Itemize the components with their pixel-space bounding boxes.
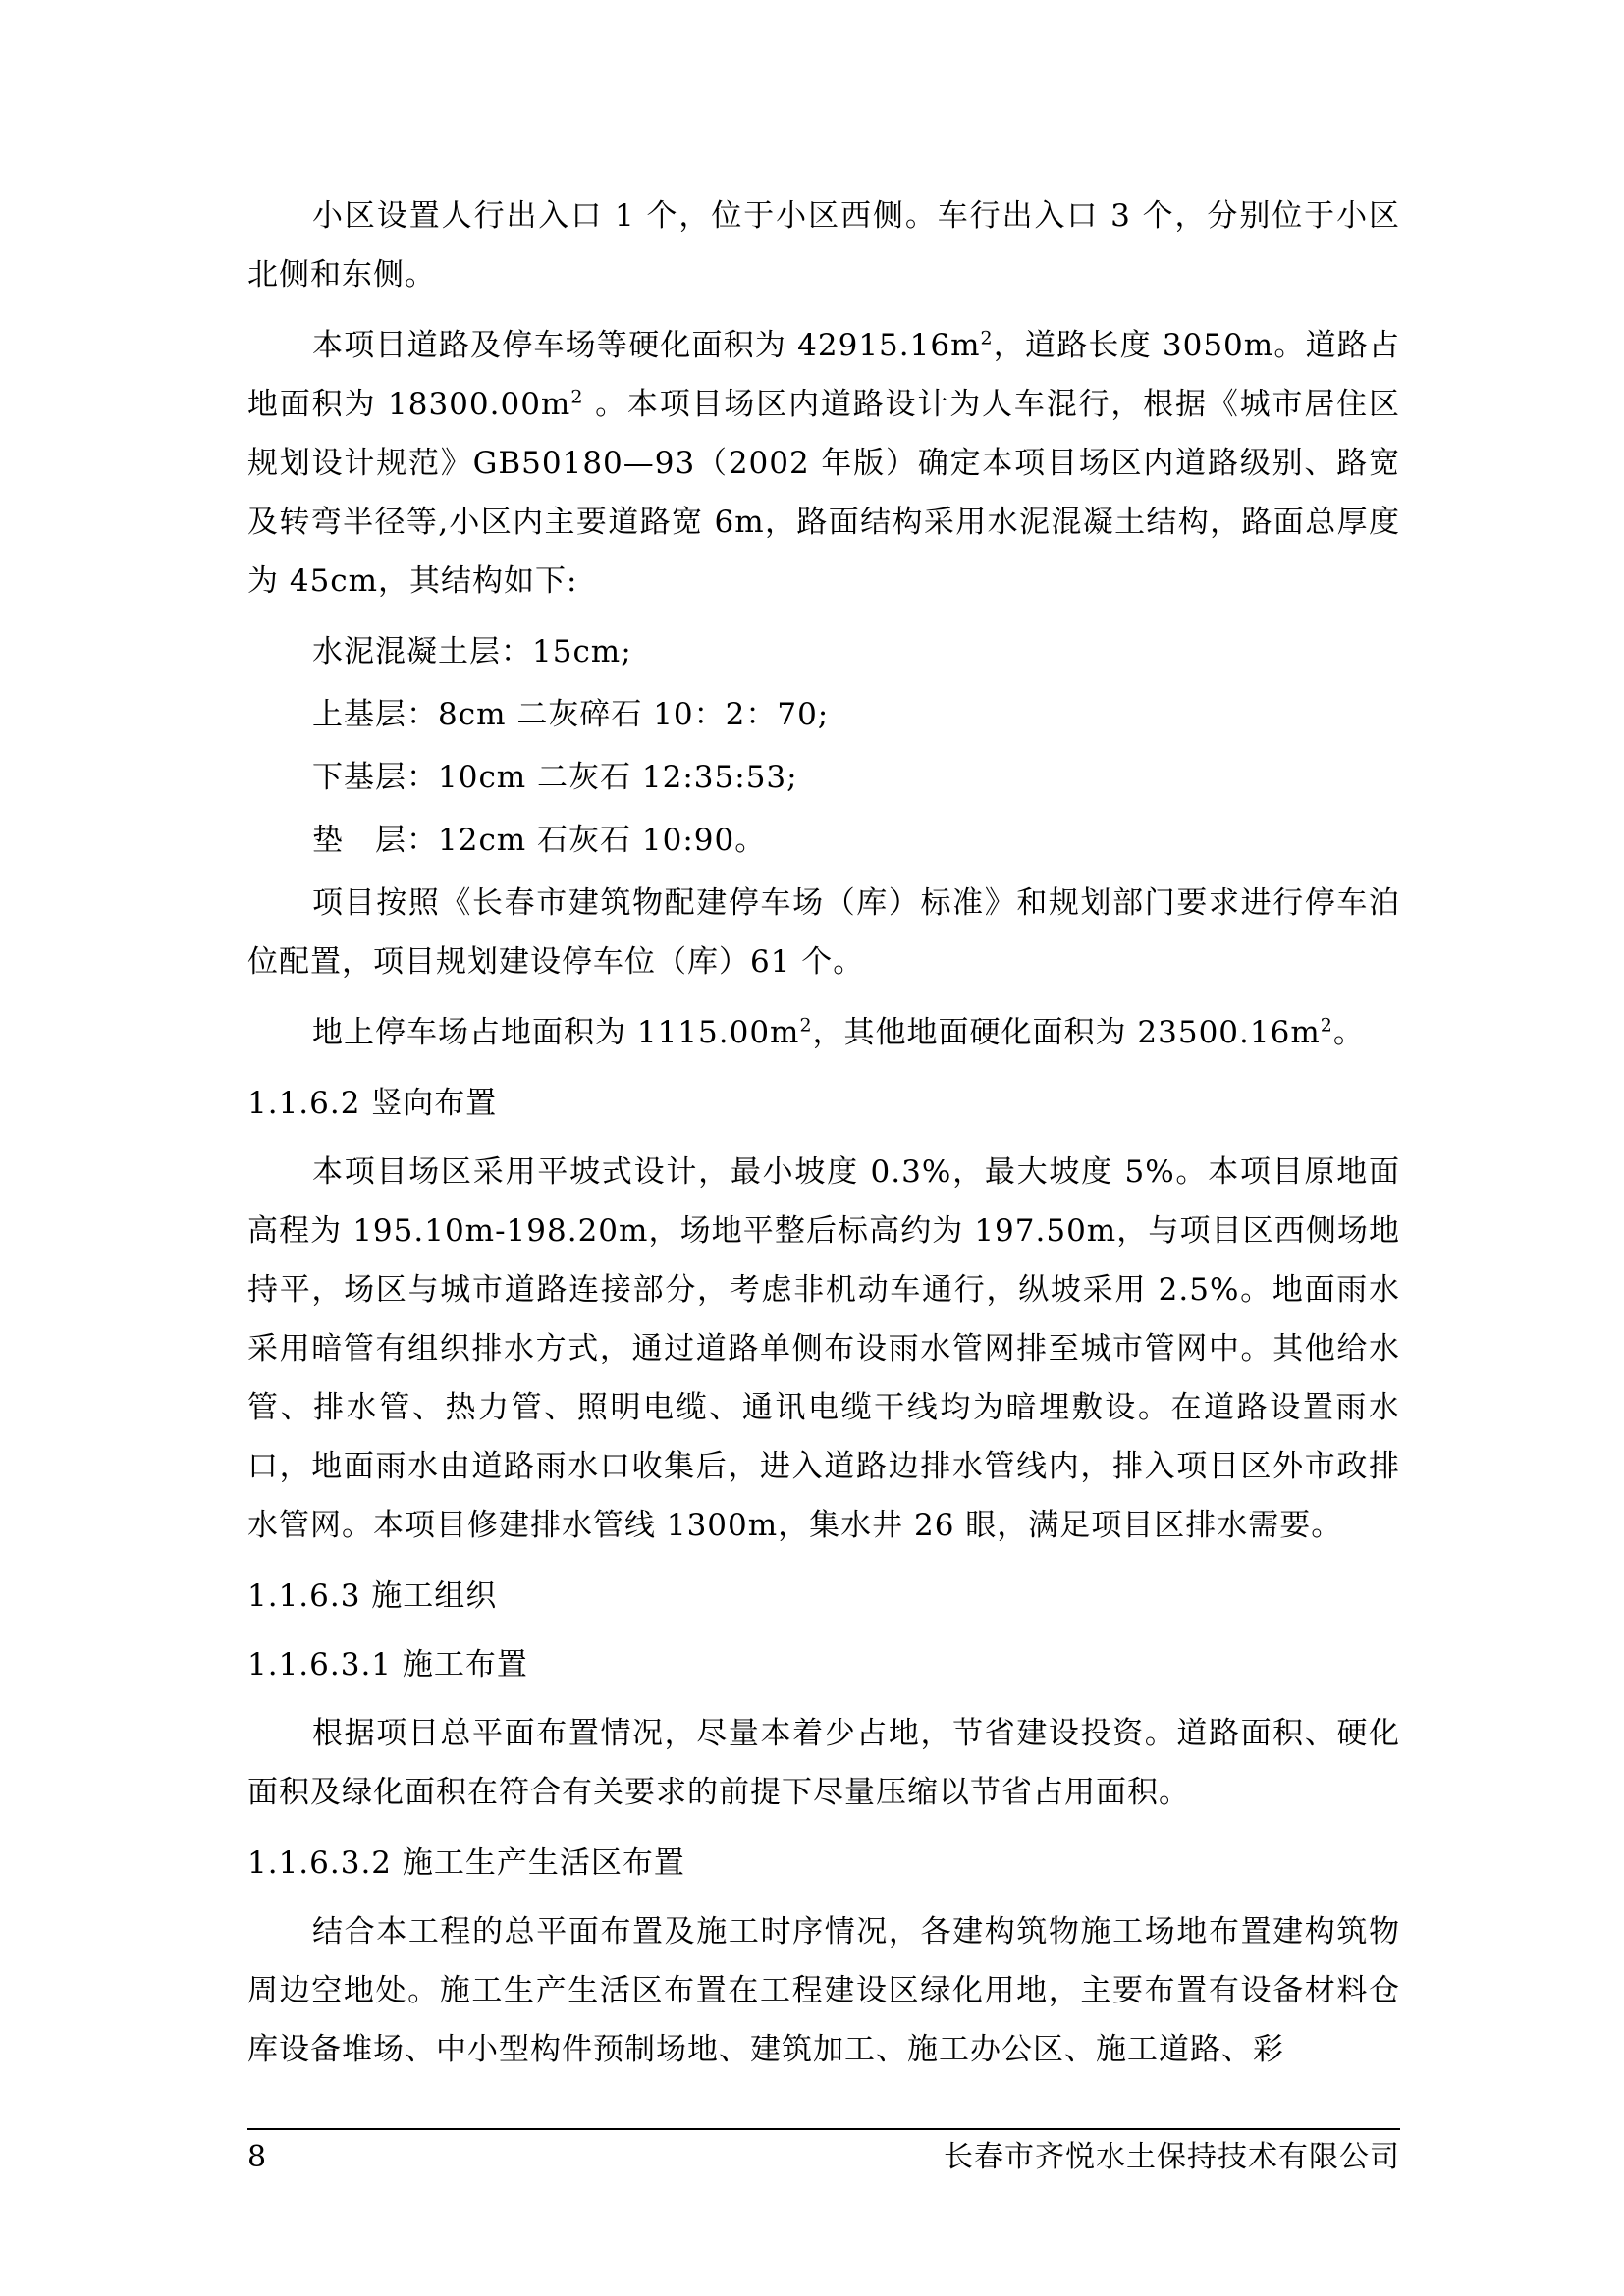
parking-area-text-a: 地上停车场占地面积为 1115.00m (312, 1015, 800, 1050)
paragraph-construction-layout: 根据项目总平面布置情况，尽量本着少占地，节省建设投资。道路面积、硬化面积及绿化面积在符合有关要求的前提下尽量压缩以节省占用面积。 (247, 1716, 1400, 1810)
section-heading-living-area-layout: 1.1.6.3.2 施工生产生活区布置 (247, 1845, 685, 1881)
footer-company-name: 长春市齐悦水土保持技术有限公司 (944, 2140, 1400, 2174)
road-area-text-b: ，道路长度 3050m。道路占地面积为 18300.00m (247, 328, 1400, 422)
paragraph-parking-standard: 项目按照《长春市建筑物配建停车场（库）标准》和规划部门要求进行停车泊位配置，项目规划建设停车位（库）61 个。 (247, 885, 1400, 980)
section-heading-construction-organization: 1.1.6.3 施工组织 (247, 1578, 498, 1614)
section-heading-vertical-layout: 1.1.6.2 竖向布置 (247, 1086, 498, 1121)
layer-cushion: 垫 层：12cm 石灰石 10:90。 (312, 823, 767, 858)
parking-area-sup-a: 2 (799, 1014, 813, 1037)
footer-divider (247, 2128, 1400, 2130)
paragraph-road-area (247, 316, 1400, 611)
page-body (247, 187, 1400, 2091)
layer-lower-base: 下基层：10cm 二灰石 12:35:53; (312, 760, 798, 795)
layer-upper-base: 上基层：8cm 二灰碎石 10：2：70; (312, 697, 830, 732)
section-heading-construction-layout: 1.1.6.3.1 施工布置 (247, 1647, 528, 1682)
page-number: 8 (247, 2140, 267, 2174)
paragraph-living-area-layout: 结合本工程的总平面布置及施工时序情况，各建构筑物施工场地布置建构筑物周边空地处。施工生产生活区布置在工程建设区绿化用地，主要布置有设备材料仓库设备堆场、中小型构件预制场地、建筑加工、施工办公区、施工道路、彩 (247, 1914, 1400, 2067)
paragraph-entrances: 小区设置人行出入口 1 个，位于小区西侧。车行出入口 3 个，分别位于小区北侧和东侧。 (247, 198, 1400, 293)
layer-concrete: 水泥混凝土层：15cm; (312, 634, 632, 669)
road-area-text-a: 本项目道路及停车场等硬化面积为 42915.16m (312, 328, 981, 363)
parking-area-sup-b: 2 (1320, 1014, 1333, 1037)
road-area-sup-a: 2 (980, 327, 994, 349)
road-area-sup-b: 2 (570, 386, 584, 408)
paragraph-parking-area (247, 1003, 1400, 1062)
parking-area-text-c: 。 (1332, 1015, 1365, 1050)
parking-area-text-b: ，其他地面硬化面积为 23500.16m (812, 1015, 1321, 1050)
road-area-text-c: 。本项目场区内道路设计为人车混行，根据《城市居住区规划设计规范》GB50180—93（2002 年版）确定本项目场区内道路级别、路宽及转弯半径等,小区内主要道路宽 6m，路面结构采用水泥混凝土结构，路面总厚度为 45cm，其结构如下: (247, 387, 1400, 599)
paragraph-vertical-layout: 本项目场区采用平坡式设计，最小坡度 0.3%，最大坡度 5%。本项目原地面高程为 195.10m-198.20m，场地平整后标高约为 197.50m，与项目区西侧场地持平，场区与城市道路连接部分，考虑非机动车通行，纵坡采用 2.5%。地面雨水采用暗管有组织排水方式，通过道路单侧布设雨水管网排至城市管网中。其他给水管、排水管、热力管、照明电缆、通讯电缆干线均为暗埋敷设。在道路设置雨水口，地面雨水由道路雨水口收集后，进入道路边排水管线内，排入项目区外市政排水管网。本项目修建排水管线 1300m，集水井 26 眼，满足项目区排水需要。 (247, 1154, 1400, 1543)
